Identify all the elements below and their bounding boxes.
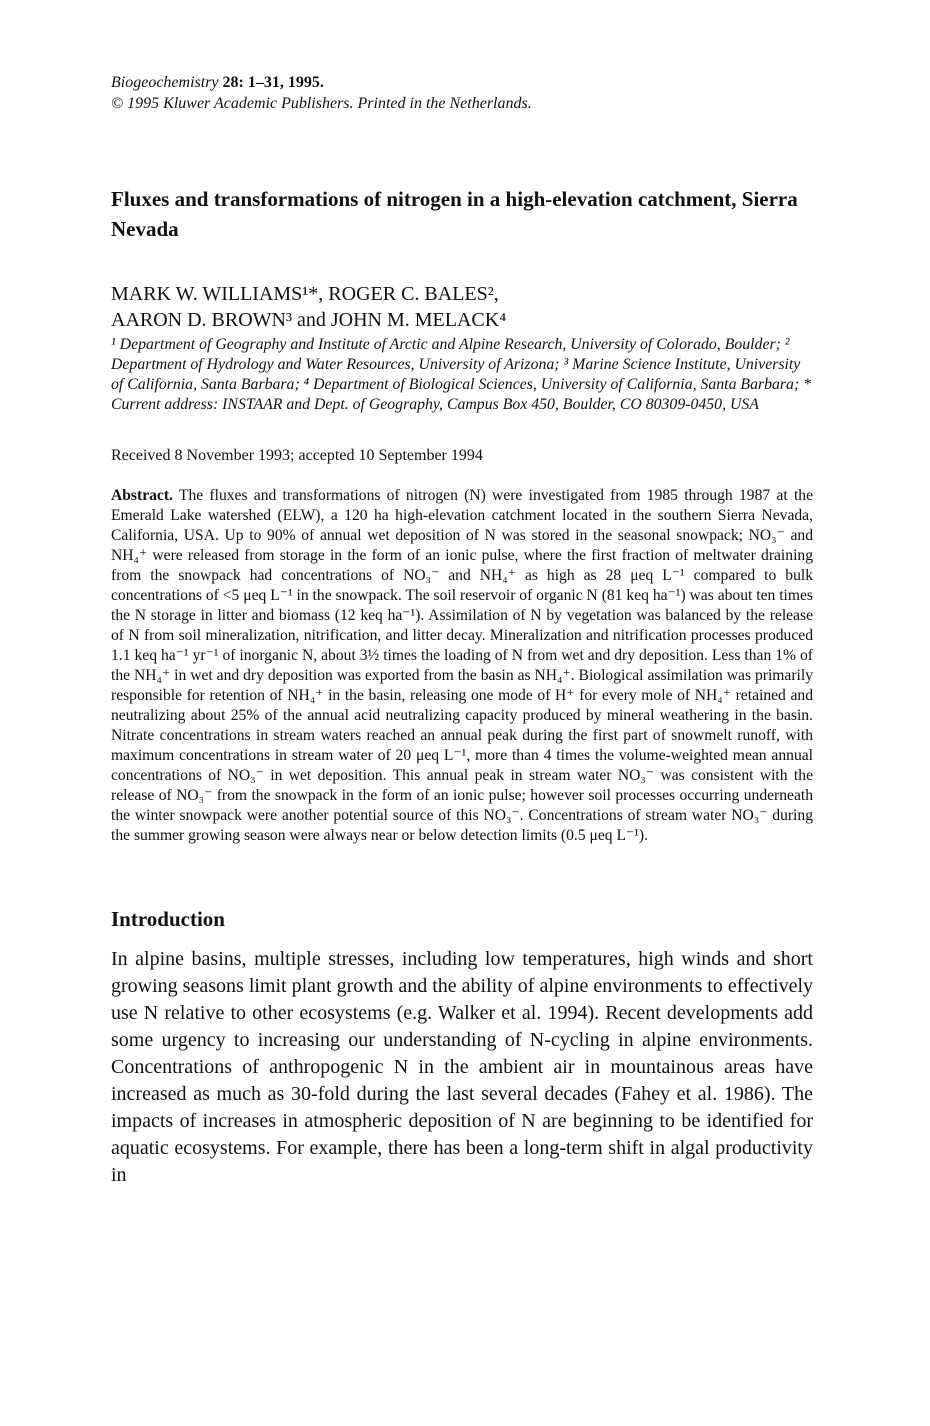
journal-volume-pages: 28: 1–31, 1995. (222, 74, 324, 91)
authors-line-1: MARK W. WILLIAMS¹*, ROGER C. BALES², (111, 283, 499, 305)
journal-header (111, 72, 813, 114)
copyright-line: © 1995 Kluwer Academic Publishers. Printed in the Netherlands. (111, 95, 532, 112)
paper-title: Fluxes and transformations of nitrogen in a high-elevation catchment, Sierra Nevada (111, 187, 798, 241)
paper-page (111, 72, 813, 1189)
authors-line-2: AARON D. BROWN³ and JOHN M. MELACK⁴ (111, 309, 507, 331)
section-heading-introduction: Introduction (111, 907, 225, 931)
abstract-text: The fluxes and transformations of nitrogen (N) were investigated from 1985 through 1987 at the Emerald Lake watershed (ELW), a 120 ha high-elevation catchment located in the southern Sierra Nevada, California, USA. Up to 90% of annual wet deposition of N was stored in the seasonal snowpack; NO₃⁻ and NH₄⁺ were released from storage in the form of an ionic pulse, where the first fraction of meltwater draining from the snowpack had concentrations of NO₃⁻ and NH₄⁺ as high as 28 μeq L⁻¹ compared to bulk concentrations of <5 μeq L⁻¹ in the snowpack. The soil reservoir of organic N (81 keq ha⁻¹) was about ten times the N storage in litter and biomass (12 keq ha⁻¹). Assimilation of N by vegetation was balanced by the release of N from soil mineralization, nitrification, and litter decay. Mineralization and nitrification processes produced 1.1 keq ha⁻¹ yr⁻¹ of inorganic N, about 3½ times the loading of N from wet and dry deposition. Less than 1% of the NH₄⁺ in wet and dry deposition was exported from the basin as NH₄⁺. Biological assimilation was primarily responsible for retention of NH₄⁺ in the basin, releasing one mode of H⁺ for every mole of NH₄⁺ retained and neutralizing about 25% of the annual acid neutralizing capacity produced by mineral weathering in the basin. Nitrate concentrations in stream waters reached an annual peak during the first part of snowmelt runoff, with maximum concentrations in stream water of 20 μeq L⁻¹, more than 4 times the volume-weighted mean annual concentrations of NO₃⁻ in wet deposition. This annual peak in stream water NO₃⁻ was consistent with the release of NO₃⁻ from the snowpack in the form of an ionic pulse; however soil processes occurring underneath the winter snowpack were another potential source of this NO₃⁻. Concentrations of stream water NO₃⁻ during the summer growing season were always near or below detection limits (0.5 μeq L⁻¹). (111, 487, 813, 844)
affiliations: ¹ Department of Geography and Institute of Arctic and Alpine Research, University of Colorado, Boulder; ² Department of Hydrology and Water Resources, University of Arizona; ³ Marine Science Institute, University of California, Santa Barbara; ⁴ Department of Biological Sciences, University of California, Santa Barbara; * Current address: INSTAAR and Dept. of Geography, Campus Box 450, Boulder, CO 80309-0450, USA (111, 336, 812, 413)
introduction-text: In alpine basins, multiple stresses, including low temperatures, high winds and short growing seasons limit plant growth and the ability of alpine environments to effectively use N relative to other ecosystems (e.g. Walker et al. 1994). Recent developments add some urgency to increasing our understanding of N-cycling in alpine environments. Concentrations of anthropogenic N in the ambient air in mountainous areas have increased as much as 30-fold during the last several decades (Fahey et al. 1986). The impacts of increases in atmospheric deposition of N are beginning to be identified for aquatic ecosystems. For example, there has been a long-term shift in algal productivity in (111, 948, 813, 1186)
journal-citation (111, 72, 813, 93)
journal-name: Biogeochemistry (111, 74, 219, 91)
abstract (111, 486, 813, 846)
abstract-label: Abstract. (111, 487, 173, 504)
authors (111, 281, 813, 333)
received-dates: Received 8 November 1993; accepted 10 September 1994 (111, 447, 483, 464)
